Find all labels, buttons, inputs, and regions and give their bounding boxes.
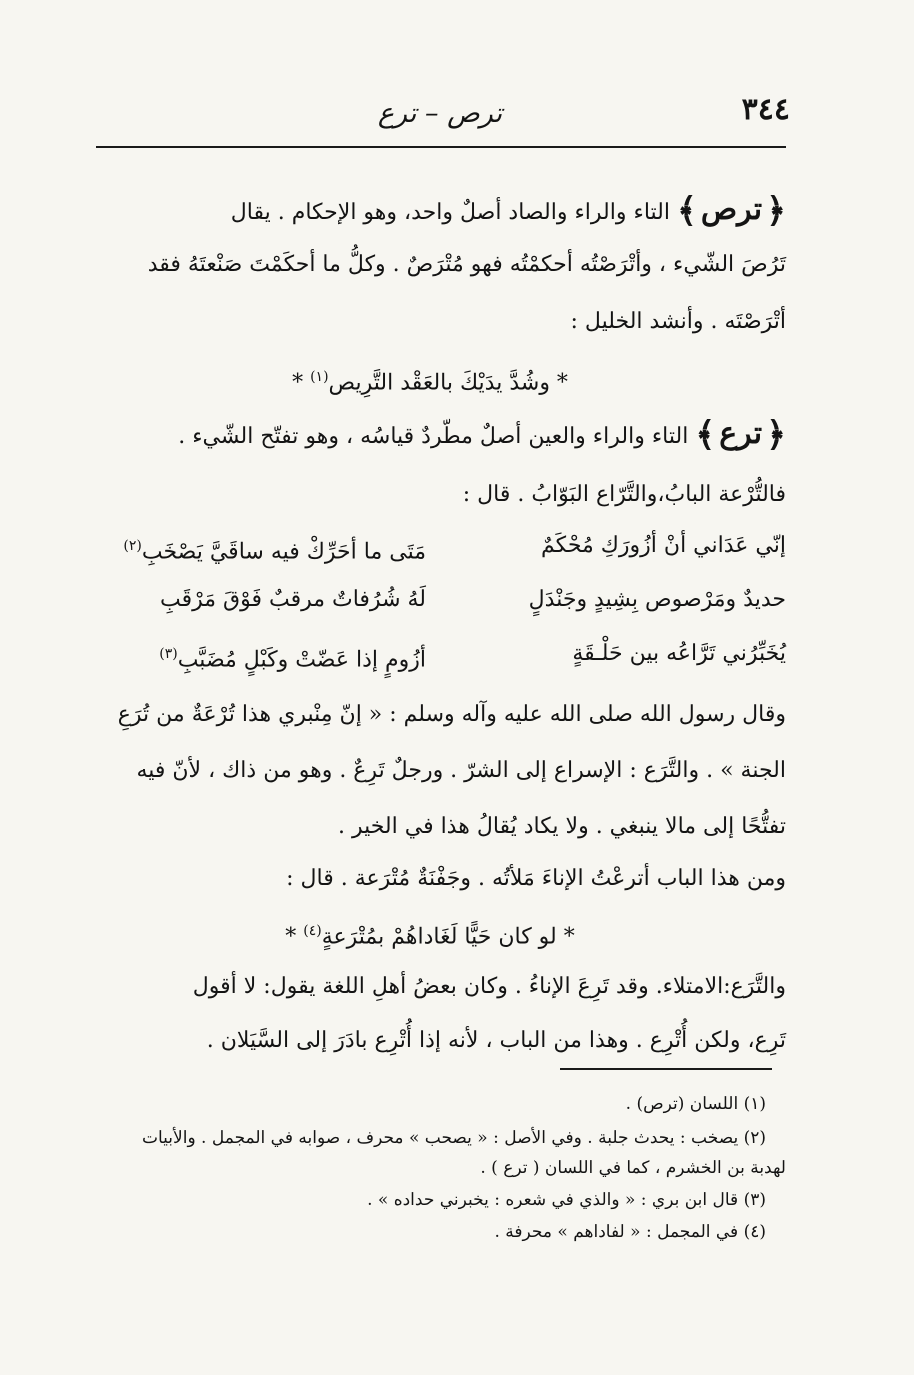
footnote-ref: (١): [310, 369, 329, 385]
entry-tars-line-3: أتْرَصْتَه . وأنشد الخليل :: [570, 309, 786, 334]
footnote-2-cont: لهدبة بن الخشرم ، كما في اللسان ( ترع ) .: [480, 1158, 786, 1178]
verse-star: *: [292, 370, 304, 396]
verse-text: * وشُدَّ يدَيْكَ بالعَقْد التَّرِيص: [328, 370, 568, 396]
footnote-3: (٣) قال ابن بري : « والذي في شعره : يخبرني حداده » .: [367, 1190, 766, 1210]
entry-tars-verse: [250, 360, 610, 394]
footnote-4: (٤) في المجمل : « لفاداهم » محرفة .: [494, 1222, 766, 1242]
footnote-rule: [560, 1068, 772, 1070]
footnote-ref: (٢): [123, 538, 142, 554]
running-head: ترص – ترع: [377, 98, 503, 129]
footnote-2: (٢) يصخب : يحدث جلبة . وفي الأصل : « يصحب » محرف ، صوابه في المجمل . والأبيات: [141, 1128, 766, 1148]
headword-tars: ترص: [700, 192, 763, 227]
verse-star: *: [285, 924, 297, 950]
entry-tara-line-3: وقال رسول الله صلى الله عليه وآله وسلم : « إنّ مِنْبري هذا تُرْعَةٌ من تُرَعِ: [117, 702, 786, 727]
entry-tars-line-1: التاء والراء والصاد أصلٌ واحد، وهو الإحكام . يقال: [230, 200, 670, 225]
entry-tara-line-7: والتَّرَع:الامتلاء. وقد تَرِعَ الإناءُ . وكان بعضُ أهلِ اللغة يقول: لا أقول: [192, 974, 786, 999]
verse-2-right: حديدٌ ومَرْصوص بِشِيدٍ وجَنْدَلٍ: [528, 587, 786, 612]
verse-2-left: لَهُ شُرُفاتٌ مرقبٌ فَوْقَ مَرْقَبِ: [159, 587, 426, 612]
verse-text: * لو كان حَيًّا لَغَاداهُمْ بمُتْرَعةٍ: [321, 924, 575, 950]
entry-tara-line-4: الجنة » . والتَّرَع : الإسراع إلى الشرّ . ورجلٌ تَرِعٌ . وهو من ذاك ، لأنّ فيه: [136, 758, 786, 783]
footnote-1: (١) اللسان (ترص) .: [625, 1094, 766, 1114]
verse-1-left: مَتَى ما أحَرِّكْ فيه ساقَيَّ يَصْخَبِ$^{(٢)}$: [123, 538, 426, 565]
ornament-bracket-right: ﴿: [766, 415, 786, 455]
entry-tara-line-8: تَرِع، ولكن أُتْرِع . وهذا من الباب ، لأنه إذا أُتْرِع بادَرَ إلى السَّيَلان .: [206, 1028, 786, 1053]
footnote-ref: (٤): [303, 923, 322, 939]
verse-1-right: إنّي عَدَاني أنْ أزُورَكِ مُحْكَمٌ: [541, 533, 786, 558]
verse-3-left: أزُومٍ إذا عَضّتْ وكَبْلٍ مُضَبَّبِ$^{(٣)}$: [159, 646, 426, 673]
footnote-ref: (٣): [159, 646, 178, 662]
page-number: ٣٤٤: [741, 92, 790, 127]
entry-tars-line-2: تَرُصَ الشّيء ، وأتْرَصْتُه أحكمْتُه فهو مُتْرَصٌ . وكلُّ ما أحكَمْتَ صَنْعتَهُ فقد: [147, 252, 786, 277]
entry-tara-line-5: تفتُّحًا إلى مالا ينبغي . ولا يكاد يُقالُ هذا في الخير .: [337, 814, 786, 839]
entry-tara-line-2: فالتُّرْعة البابُ،والتَّرّاع البَوّابُ . قال :: [462, 482, 786, 507]
entry-tara-verse-2: [240, 914, 620, 948]
verse-3-right: يُخَبِّرُني تَرَّاعُه بين حَلْـقَةٍ: [572, 641, 786, 666]
header-rule: [96, 146, 786, 148]
entry-tara-line-6: ومن هذا الباب أترعْتُ الإناءَ مَلأتُه . وجَفْنَةٌ مُتْرَعة . قال :: [286, 866, 786, 891]
headword-tara: ترع: [719, 416, 763, 451]
ornament-bracket-right: ﴿: [766, 191, 786, 231]
entry-tara-line-1: التاء والراء والعين أصلٌ مطّردٌ قياسُه ، وهو تفتّح الشّيء .: [178, 424, 689, 449]
entry-tars-first-line: [96, 188, 786, 232]
ornament-bracket-left: ﴾: [695, 415, 716, 455]
ornament-bracket-left: ﴾: [676, 191, 697, 231]
entry-tara-first-line: [96, 412, 786, 456]
